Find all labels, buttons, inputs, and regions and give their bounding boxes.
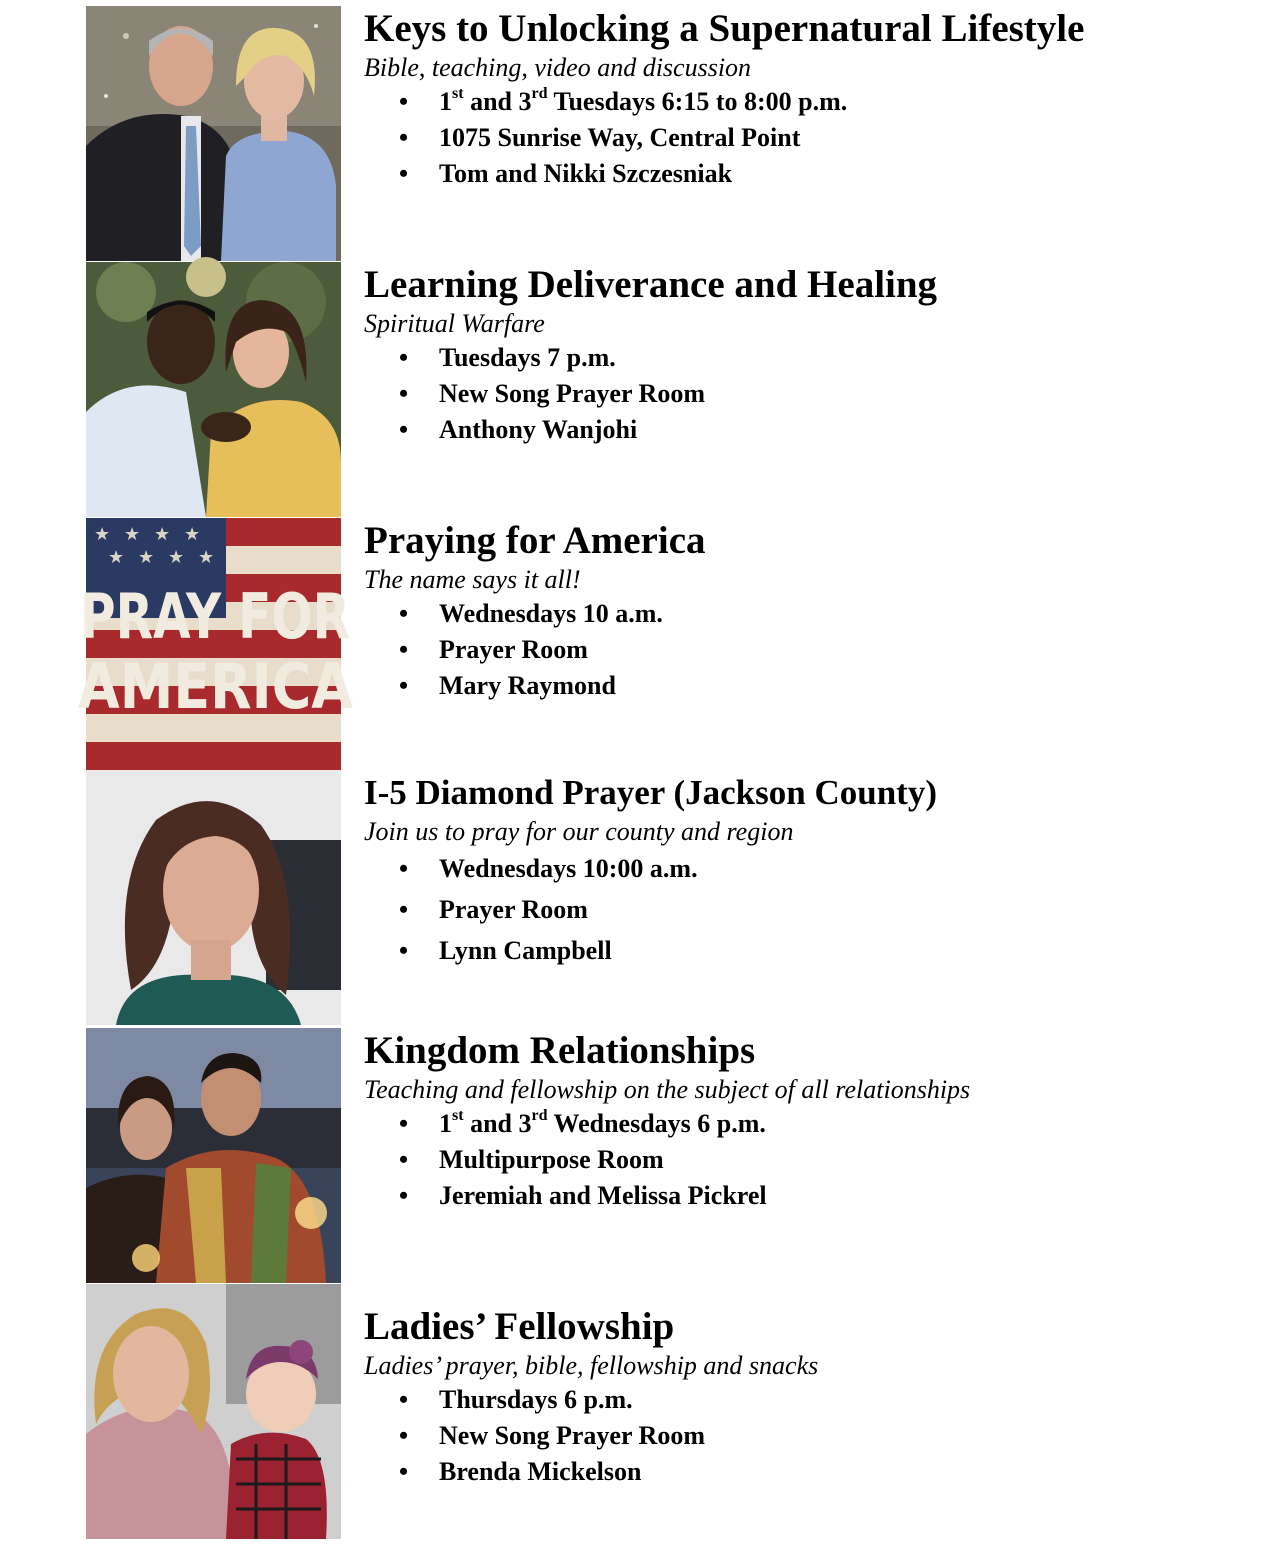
details-list [364,340,1264,448]
details-list [364,596,1264,704]
group-title: Kingdom Relationships [364,1029,756,1072]
location-item: • Prayer Room [364,632,1264,668]
leader-item: • Brenda Mickelson [364,1454,1264,1490]
location-item: • 1075 Sunrise Way, Central Point [364,120,1264,156]
location-item: • New Song Prayer Room [364,376,1264,412]
schedule-item: • Thursdays 6 p.m. [364,1382,1264,1418]
woman-with-baby-photo [86,1284,341,1539]
leader-item: • Mary Raymond [364,668,1264,704]
location-item: • New Song Prayer Room [364,1418,1264,1454]
group-title: I-5 Diamond Prayer (Jackson County) [364,773,937,812]
graphic-text-line1: PRAY FOR [80,580,350,653]
leader-item: • Anthony Wanjohi [364,412,1264,448]
location-item: • Prayer Room [364,889,1264,930]
svg-text:★: ★ [168,547,185,568]
group-subtitle: Teaching and fellowship on the subject of all relationships [364,1075,971,1104]
schedule-item: • Tuesdays 7 p.m. [364,340,1264,376]
group-entry-kingdom-relationships [0,1028,1275,1284]
group-title: Learning Deliverance and Healing [364,263,938,306]
location-item: • Multipurpose Room [364,1142,1264,1178]
leader-item: • Tom and Nikki Szczesniak [364,156,1264,192]
details-list [364,848,1264,971]
schedule-item: • 1st and 3rd Wednesdays 6 p.m. [364,1106,1264,1142]
group-subtitle: The name says it all! [364,565,581,594]
group-entry-praying-for-america [0,518,1275,774]
group-title: Praying for America [364,519,706,562]
group-entry-diamond-prayer [0,770,1275,1026]
svg-text:★: ★ [184,524,201,545]
svg-text:★: ★ [138,547,155,568]
group-subtitle: Spiritual Warfare [364,309,545,338]
group-entry-deliverance-healing [0,262,1275,518]
leader-item: • Jeremiah and Melissa Pickrel [364,1178,1264,1214]
group-subtitle: Bible, teaching, video and discussion [364,53,752,82]
group-entry-supernatural-lifestyle [0,6,1275,262]
flag-graphic [78,518,354,773]
group-subtitle: Ladies’ prayer, bible, fellowship and snacks [364,1351,819,1380]
group-title: Ladies’ Fellowship [364,1305,675,1348]
group-subtitle: Join us to pray for our county and region [364,817,794,846]
svg-text:★: ★ [124,524,141,545]
details-list [364,1382,1264,1490]
svg-text:★: ★ [154,524,171,545]
couple-photo [86,262,341,517]
schedule-item: • Wednesdays 10:00 a.m. [364,848,1264,889]
group-title: Keys to Unlocking a Supernatural Lifestyle [364,7,1085,50]
details-list [364,84,1264,192]
graphic-text-line2: AMERICA [78,650,354,723]
svg-text:★: ★ [94,524,111,545]
schedule-item: • 1st and 3rd Tuesdays 6:15 to 8:00 p.m. [364,84,1264,120]
svg-text:★: ★ [198,547,215,568]
details-list [364,1106,1264,1214]
schedule-item: • Wednesdays 10 a.m. [364,596,1264,632]
group-entry-ladies-fellowship [0,1284,1275,1540]
leader-item: • Lynn Campbell [364,930,1264,971]
couple-photo [86,6,341,261]
svg-text:★: ★ [108,547,125,568]
portrait-photo [86,770,341,1025]
couple-photo [86,1028,341,1283]
